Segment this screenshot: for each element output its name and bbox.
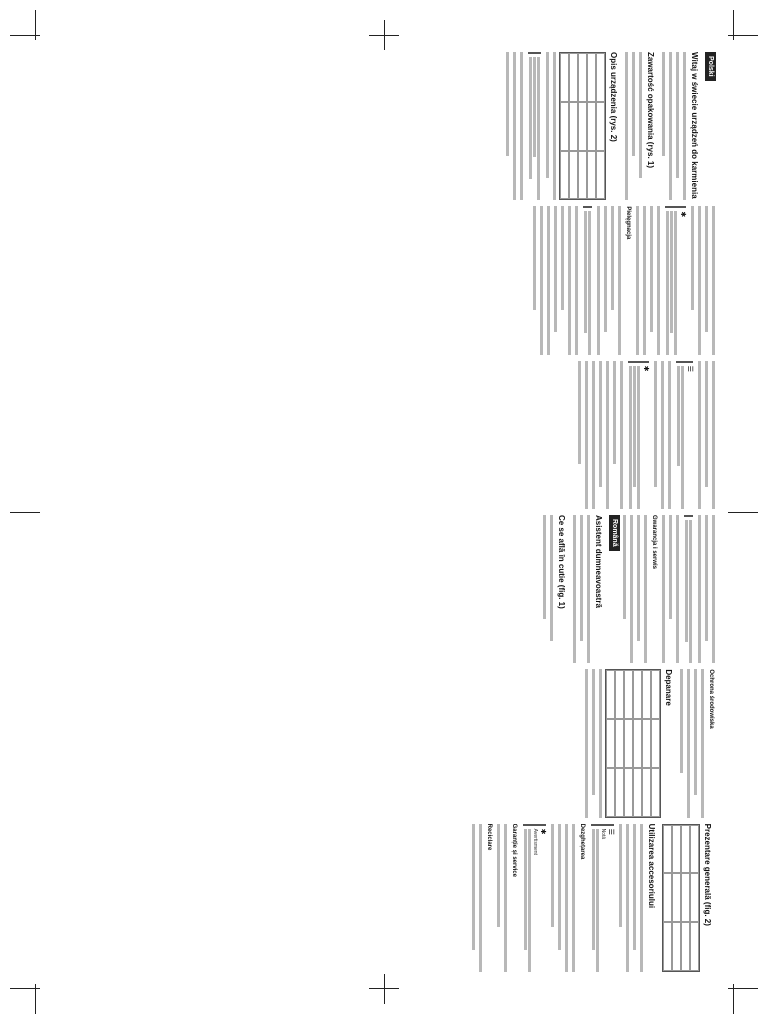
language-tab-polski: Polski [705, 52, 716, 81]
section-title: Zawartość opakowania (rys. 1) [646, 52, 655, 169]
warning-icon: ✱ [679, 211, 686, 218]
language-tab-romana: Română [609, 515, 620, 551]
warning-icon: ✱ [642, 365, 649, 372]
manual-sheet [52, 52, 716, 972]
section-title: Depanare [664, 669, 673, 706]
crop-mark [35, 10, 36, 40]
parts-table [559, 52, 606, 200]
subsection-title: Gwarancja i serwis [651, 514, 657, 570]
subsection-title: Garanție și service [511, 823, 517, 878]
column-2 [52, 206, 716, 354]
troubleshooting-table [605, 669, 661, 817]
section-title: Asistent dumneavoastră [594, 514, 603, 608]
subsection-title: Dezghețarea [579, 823, 585, 860]
section-title: Witaj w świecie urządzeń do karmienia [690, 52, 699, 199]
crop-mark [384, 20, 385, 50]
section-title: Utilizarea accesoriului [647, 823, 656, 909]
subsection-title: Reciclare [486, 823, 492, 851]
column-3 [52, 361, 716, 509]
crop-mark [728, 512, 758, 513]
column-5 [52, 669, 716, 817]
crop-mark [10, 512, 40, 513]
rotated-pages [52, 52, 716, 972]
column-1 [52, 52, 716, 200]
crop-mark [733, 10, 734, 40]
warning-label: Avertisment [532, 828, 538, 855]
column-4 [52, 515, 716, 663]
subsection-title: Pielęgnacja [625, 206, 631, 240]
crop-mark [35, 984, 36, 1014]
warning-icon: ✱ [539, 828, 546, 835]
column-6 [52, 824, 716, 972]
section-title: Ce se află în cutie (fig. 1) [557, 514, 566, 609]
section-title: Prezentare generală (fig. 2) [703, 823, 712, 926]
note-icon: ☰ [607, 828, 614, 835]
note-icon: ☰ [686, 365, 693, 372]
subsection-title: Ochrona środowiska [708, 669, 714, 729]
parts-table [662, 824, 700, 972]
note-label: Notă [600, 828, 606, 840]
crop-mark [384, 974, 385, 1004]
section-title: Opis urządzenia (rys. 2) [609, 52, 618, 142]
crop-mark [733, 984, 734, 1014]
